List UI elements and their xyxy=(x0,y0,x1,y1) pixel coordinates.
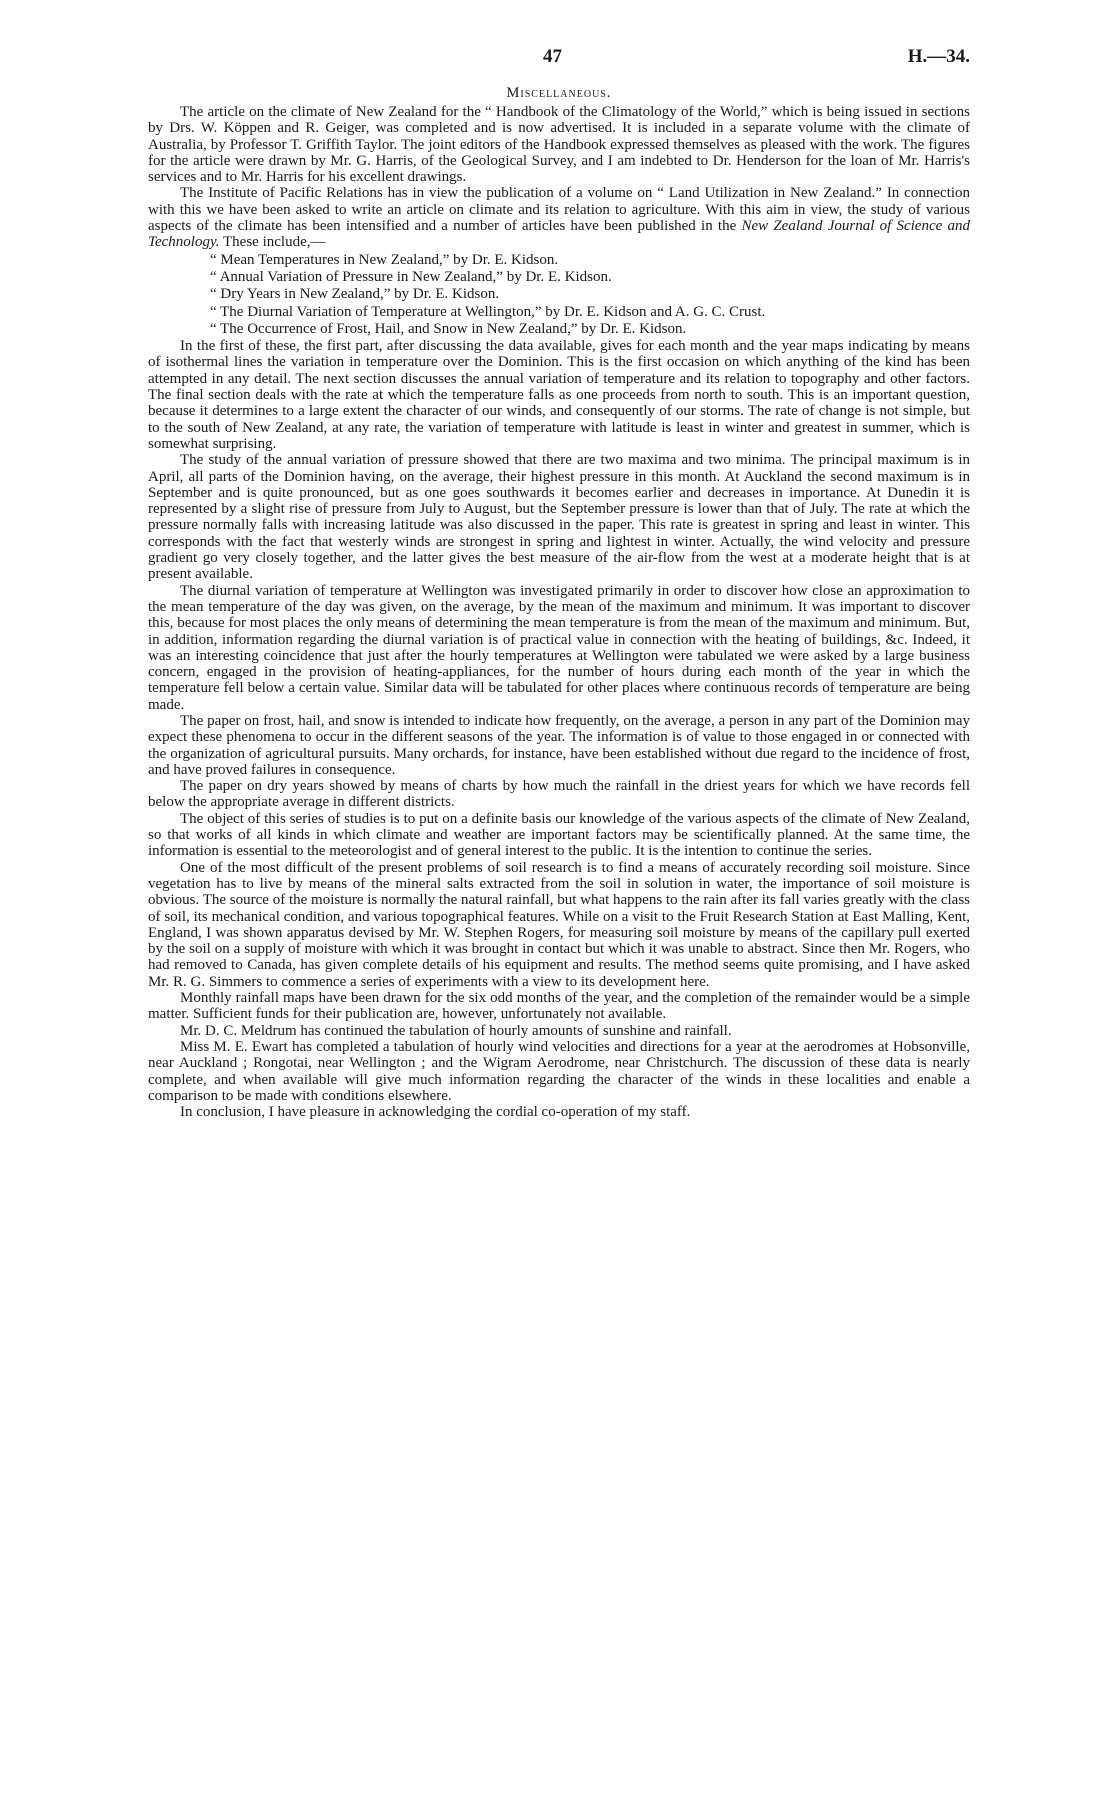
list-item: “ Mean Temperatures in New Zealand,” by Dr. E. Kidson. xyxy=(210,251,559,268)
paragraph-soil-moisture: One of the most difficult of the present problems of soil research is to find a means of accurately recording soil moisture. Since vegetation has to live by means of the mineral salts extracted from the soil in solution in water, the importance of soil moisture is obvious. The source of the moisture is normally the natural rainfall, but what happens to the rain after its fall varies greatly with the class of soil, its mechanical condition, and various topographical features. While on a visit to the Fruit Research Station at East Malling, Kent, England, I was shown apparatus devised by Mr. W. Stephen Rogers, for measuring soil moisture by means of the capillary pull exerted by the soil on a supply of moisture with which it was brought in contact but which it was unable to abstract. Since then Mr. Rogers, who had removed to Canada, has given complete details of his equipment and results. The method seems quite promising, and I have asked Mr. R. G. Simmers to commence a series of experiments with a view to its development here. xyxy=(148,859,970,990)
list-item: “ Annual Variation of Pressure in New Zealand,” by Dr. E. Kidson. xyxy=(210,268,612,285)
paragraph-handbook: The article on the climate of New Zealand for the “ Handbook of the Climatology of the World,” which is being issued in sections by Drs. W. Köppen and R. Geiger, was completed and is now advertised. It is included in a separate volume with the climate of Australia, by Professor T. Griffith Taylor. The joint editors of the Handbook expressed themselves as pleased with the work. The figures for the article were drawn by Mr. G. Harris, of the Geological Survey, and I am indebted to Dr. Henderson for the loan of Mr. Harris's services and to Mr. Harris for his excellent drawings. xyxy=(148,104,970,186)
list-item: “ Dry Years in New Zealand,” by Dr. E. Kidson. xyxy=(210,286,500,303)
paragraph-object: The object of this series of studies is to put on a definite basis our knowledge of the various aspects of the climate of New Zealand, so that works of all kinds in which climate and weather are important factors may be scientifically planned. At the same time, the information is essential to the meteorologist and of general interest to the public. It is the intention to continue the series. xyxy=(148,810,970,860)
paragraph-text: The Institute of Pacific Relations has in view the publication of a volume on “ Land Utilization in New Zealand.” In connection with this we have been asked to write an article on climate and its relation to agriculture. With this aim in view, the study of various aspects of the climate has been intensified and a number of articles have been published in the xyxy=(148,185,970,235)
document-page xyxy=(148,40,970,1120)
paragraph-sunshine: Mr. D. C. Meldrum has continued the tabulation of hourly amounts of sunshine and rainfall. xyxy=(180,1022,732,1039)
list-item: “ The Diurnal Variation of Temperature at Wellington,” by Dr. E. Kidson and A. G. C. Crust. xyxy=(210,303,766,320)
paragraph-mean-temperatures: In the first of these, the first part, after discussing the data available, gives for each month and the year maps indicating by means of isothermal lines the variation in temperature over the Dominion. This is the first occasion on which anything of the kind has been attempted in any detail. The next section discusses the annual variation of temperature and its relation to topography and other factors. The final section deals with the rate at which the temperature falls as one proceeds from north to south. This is an important question, because it determines to a large extent the character of our winds, and consequently of our storms. The rate of change is not simple, but to the south of New Zealand, at any rate, the variation of temperature with latitude is least in winter and greatest in summer, which is somewhat surprising. xyxy=(148,338,970,452)
paragraph-rainfall-maps: Monthly rainfall maps have been drawn for the six odd months of the year, and the completion of the remainder would be a simple matter. Sufficient funds for their publication are, however, unfortunately not available. xyxy=(148,990,970,1023)
document-reference: H.—34. xyxy=(907,46,970,67)
list-item: “ The Occurrence of Frost, Hail, and Snow in New Zealand,” by Dr. E. Kidson. xyxy=(210,320,687,337)
paragraph-frost: The paper on frost, hail, and snow is intended to indicate how frequently, on the average, a person in any part of the Dominion may expect these phenomena to occur in the different seasons of the year. The information is of value to those engaged in or connected with the organization of agricultural pursuits. Many orchards, for instance, have been established without due regard to the incidence of frost, and have proved failures in consequence. xyxy=(148,712,970,778)
paragraph-conclusion: In conclusion, I have pleasure in acknowledging the cordial co-operation of my staff. xyxy=(180,1104,691,1121)
page-header xyxy=(148,40,970,72)
page-number: 47 xyxy=(543,46,562,67)
paragraph-pressure: The study of the annual variation of pressure showed that there are two maxima and two minima. The principal maximum is in April, all parts of the Dominion having, on the average, their highest pressure in this month. At Auckland the second maximum is in September and is quite pronounced, but as one goes southwards it becomes earlier and decreases in importance. At Dunedin it is represented by a slight rise of pressure from July to August, but the September pressure is lower than that of July. The rate at which the pressure normally falls with increasing latitude was also discussed in the paper. This rate is greatest in spring and least in winter. This corresponds with the fact that westerly winds are strongest in spring and lightest in winter. Actually, the wind velocity and pressure gradient go very closely together, and the latter gives the best measure of the air-flow from the west at a moderate height that is at present available. xyxy=(148,452,970,583)
paragraph-text: These include,— xyxy=(219,234,326,251)
paragraph-diurnal: The diurnal variation of temperature at Wellington was investigated primarily in order to discover how close an approximation to the mean temperature of the day was given, on the average, by the mean of the maximum and minimum. It was important to discover this, because for most places the only means of determining the mean temperature is from the mean of the maximum and minimum. But, in addition, information regarding the diurnal variation is of practical value in connection with the heating of buildings, &c. Indeed, it was an interesting coincidence that just after the hourly temperatures at Wellington were tabulated we were asked by a large business concern, engaged in the provision of heating-appliances, for the number of hours during each month of the year in which the temperature fell below a certain value. Similar data will be tabulated for other places where continuous records of temperature are being made. xyxy=(148,582,970,713)
article-list xyxy=(148,252,970,337)
paragraph-wind: Miss M. E. Ewart has completed a tabulation of hourly wind velocities and directions for a year at the aerodromes at Hobsonville, near Auckland ; Rongotai, near Wellington ; and the Wigram Aerodrome, near Christchurch. The discussion of these data is nearly complete, and when available will give much information regarding the character of the winds in these localities and enable a comparison to be made with conditions elsewhere. xyxy=(148,1038,970,1104)
section-title: Miscellaneous. xyxy=(506,85,612,101)
journal-title: New Zealand Journal of Science and Technology. xyxy=(148,218,970,251)
paragraph-dry-years: The paper on dry years showed by means of charts by how much the rainfall in the driest years for which we have records fell below the appropriate average in different districts. xyxy=(148,778,970,811)
paragraph-land-utilization xyxy=(148,185,970,250)
